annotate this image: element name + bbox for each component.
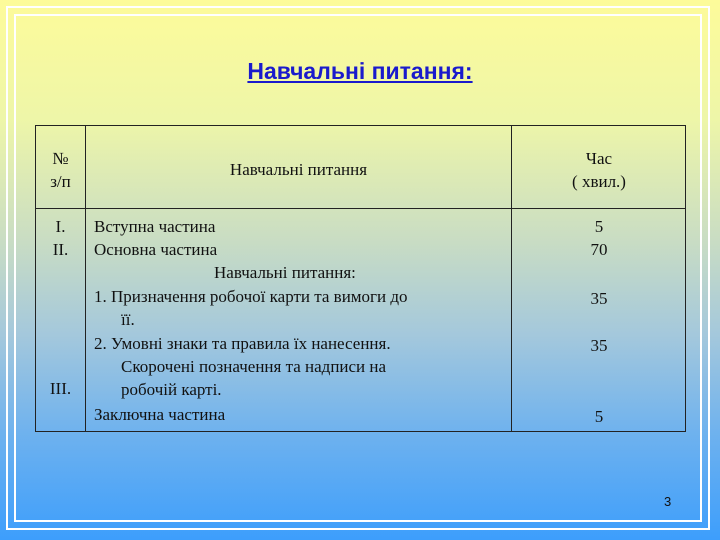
topic-item-2: 2. Умовні знаки та правила їх нанесення. [94, 334, 391, 353]
header-number-abbr: з/п [50, 172, 71, 191]
time-intro: 5 [594, 217, 604, 236]
topic-item-2-cont-2: робочій карті. [121, 380, 222, 399]
row-number-1: I. [55, 217, 66, 236]
header-time-label: Час [585, 149, 613, 168]
row-number-2: II. [52, 240, 69, 259]
header-number-symbol: № [52, 149, 69, 168]
topic-intro: Вступна частина [94, 217, 216, 236]
header-time [512, 147, 686, 193]
page-number: 3 [664, 494, 672, 509]
topic-item-1-cont: її. [121, 310, 135, 329]
time-main: 70 [590, 240, 608, 259]
header-number [36, 147, 85, 193]
time-item-2: 35 [590, 336, 608, 355]
topic-final: Заключна частина [94, 405, 226, 424]
topic-subtitle: Навчальні питання: [214, 263, 356, 282]
header-topics: Навчальні питання [229, 160, 368, 179]
row-number-3: III. [49, 379, 72, 398]
header-divider [36, 208, 685, 209]
slide-title: Навчальні питання: [247, 58, 473, 84]
lesson-table [35, 125, 686, 432]
time-final: 5 [594, 407, 604, 426]
topic-item-2-cont: Скорочені позначення та надписи на [121, 357, 387, 376]
header-time-unit: ( хвил.) [572, 172, 626, 191]
time-item-1: 35 [590, 289, 608, 308]
topic-item-1: 1. Призначення робочої карти та вимоги до [94, 287, 408, 306]
topic-main: Основна частина [94, 240, 218, 259]
